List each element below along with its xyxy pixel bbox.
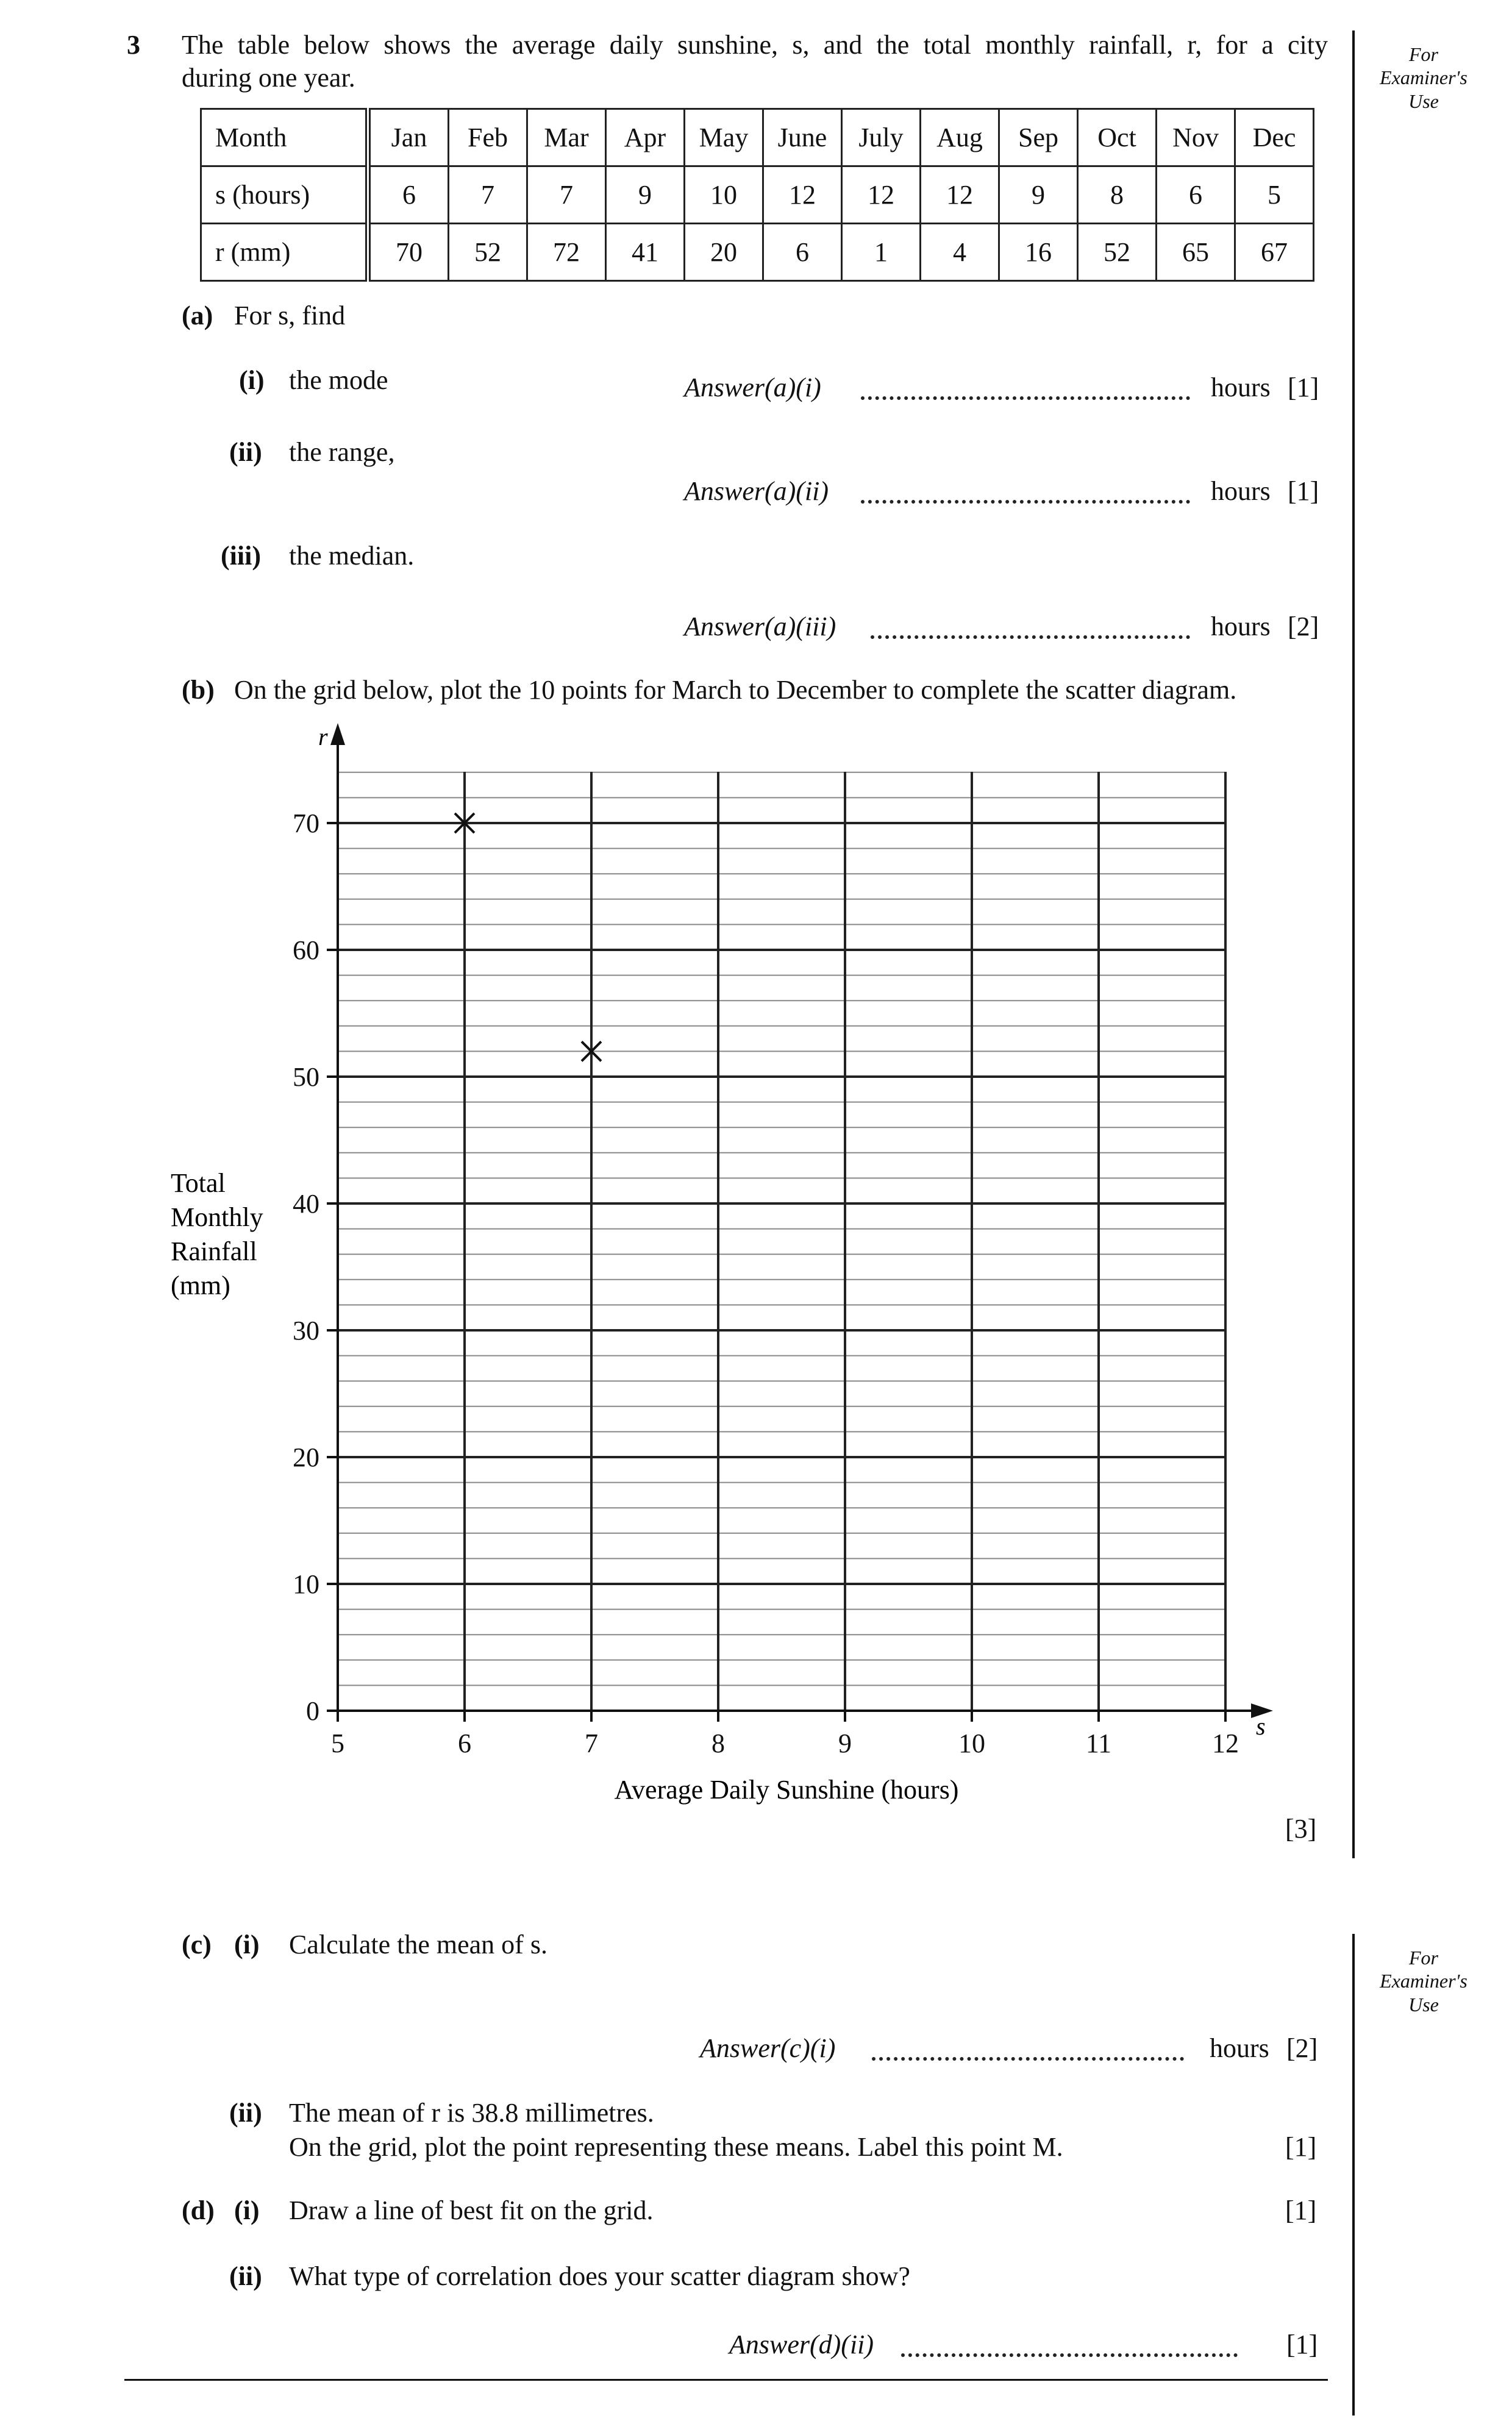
- table-cell: 41: [606, 224, 685, 281]
- table-cell: Aug: [921, 109, 999, 166]
- table-cell: July: [842, 109, 921, 166]
- table-cell: Nov: [1157, 109, 1235, 166]
- table-cell: 6: [1157, 166, 1235, 224]
- table-cell: Feb: [449, 109, 527, 166]
- part-a-iii-label: (iii): [221, 541, 261, 571]
- table-cell: Jan: [368, 109, 449, 166]
- part-c-label: (c): [182, 1930, 212, 1959]
- table-cell: 52: [449, 224, 527, 281]
- part-a-text: For s, find: [234, 301, 346, 330]
- table-cell: 52: [1078, 224, 1157, 281]
- table-cell: 16: [999, 224, 1078, 281]
- grid-lines: [338, 772, 1225, 1711]
- table-cell: 65: [1157, 224, 1235, 281]
- table-cell: 9: [999, 166, 1078, 224]
- y-tick-label: 60: [293, 935, 319, 965]
- page-bottom-rule: [124, 2379, 1328, 2381]
- part-a-iii-marks: [2]: [1288, 611, 1319, 641]
- table-cell: Sep: [999, 109, 1078, 166]
- y-axis-arrow: [330, 723, 345, 745]
- part-c-i-marks: [2]: [1286, 2033, 1318, 2063]
- table-cell: May: [685, 109, 763, 166]
- part-b-text: On the grid below, plot the 10 points for March to December to complete the scatter diagram.: [234, 675, 1237, 705]
- part-b-marks: [3]: [1285, 1814, 1317, 1844]
- margin-line: For: [1409, 43, 1438, 65]
- part-a-iii-text: the median.: [289, 541, 415, 571]
- part-a-iii-answer-label: Answer(a)(iii): [684, 611, 836, 641]
- part-d-ii-marks: [1]: [1286, 2330, 1318, 2359]
- table-cell: 70: [368, 224, 449, 281]
- y-axis-symbol: r: [318, 723, 328, 751]
- table-cell: Oct: [1078, 109, 1157, 166]
- part-a-i-marks: [1]: [1288, 373, 1319, 402]
- part-c-ii-line1: The mean of r is 38.8 millimetres.: [289, 2098, 654, 2128]
- part-d-label: (d): [182, 2195, 215, 2225]
- table-cell: 9: [606, 166, 685, 224]
- part-a-ii-answer-label: Answer(a)(ii): [684, 476, 829, 506]
- table-cell: 7: [449, 166, 527, 224]
- table-cell: 72: [527, 224, 606, 281]
- table-cell: Dec: [1235, 109, 1314, 166]
- table-cell: 6: [368, 166, 449, 224]
- table-cell: 67: [1235, 224, 1314, 281]
- margin-line: Use: [1408, 90, 1439, 112]
- x-tick-label: 9: [838, 1728, 852, 1758]
- part-c-i-unit: hours: [1210, 2033, 1269, 2063]
- part-a-ii-marks: [1]: [1288, 476, 1319, 506]
- part-a-label: (a): [182, 301, 213, 330]
- part-a-iii-unit: hours: [1211, 611, 1271, 641]
- part-a-i-unit: hours: [1211, 373, 1271, 402]
- y-tick-label: 10: [293, 1569, 319, 1599]
- part-b-label: (b): [182, 675, 215, 705]
- table-cell: 10: [685, 166, 763, 224]
- margin-line: Use: [1408, 1993, 1439, 2016]
- table-cell: 4: [921, 224, 999, 281]
- part-d-ii-label: (ii): [229, 2261, 262, 2291]
- y-tick-label: 50: [293, 1062, 319, 1092]
- table-cell: 8: [1078, 166, 1157, 224]
- table-cell: 6: [763, 224, 842, 281]
- part-d-i-marks: [1]: [1285, 2195, 1317, 2225]
- part-d-ii-text: What type of correlation does your scatter diagram show?: [289, 2261, 910, 2291]
- part-d-ii-answer-label: Answer(d)(ii): [729, 2330, 874, 2359]
- table-cell: Apr: [606, 109, 685, 166]
- part-c-ii-line2: On the grid, plot the point representing these means. Label this point M.: [289, 2132, 1063, 2162]
- data-points: [455, 813, 601, 1061]
- x-tick-label: 6: [458, 1728, 471, 1758]
- part-c-i-text: Calculate the mean of s.: [289, 1930, 547, 1959]
- y-axis-label-line: (mm): [171, 1271, 230, 1300]
- part-a-ii-text: the range,: [289, 437, 395, 467]
- part-c-ii-marks: [1]: [1285, 2132, 1317, 2162]
- part-c-i-answer-line[interactable]: [872, 2057, 1184, 2061]
- table-cell: Mar: [527, 109, 606, 166]
- y-tick-label: 20: [293, 1442, 319, 1472]
- question-intro-line2: during one year.: [182, 63, 355, 93]
- table-cell: 12: [842, 166, 921, 224]
- part-d-i-label: (i): [234, 2195, 260, 2225]
- table-cell: 12: [921, 166, 999, 224]
- part-d-ii-answer-line[interactable]: [901, 2353, 1238, 2357]
- x-tick-label: 10: [958, 1728, 985, 1758]
- table-cell: Month: [201, 109, 368, 166]
- y-tick-label: 0: [306, 1696, 319, 1726]
- table-cell: 5: [1235, 166, 1314, 224]
- x-tick-label: 8: [711, 1728, 725, 1758]
- part-d-i-text: Draw a line of best fit on the grid.: [289, 2195, 654, 2225]
- part-a-i-text: the mode: [289, 365, 388, 395]
- margin-line: For: [1409, 1947, 1438, 1969]
- y-tick-label: 30: [293, 1316, 319, 1346]
- y-axis-label-line: Rainfall: [171, 1236, 257, 1266]
- x-tick-label: 11: [1085, 1728, 1112, 1758]
- part-a-i-label: (i): [239, 365, 265, 395]
- x-tick-label: 5: [331, 1728, 344, 1758]
- part-c-i-answer-label: Answer(c)(i): [700, 2033, 836, 2063]
- table-cell: June: [763, 109, 842, 166]
- table-cell: s (hours): [201, 166, 368, 224]
- y-axis-label-line: Monthly: [171, 1202, 263, 1232]
- x-axis-label: Average Daily Sunshine (hours): [614, 1775, 959, 1805]
- question-intro-line1: The table below shows the average daily sunshine, s, and the total monthly rainfall, r, for a city: [182, 30, 1328, 60]
- table-cell: 20: [685, 224, 763, 281]
- y-tick-label: 70: [293, 808, 319, 838]
- part-a-i-answer-label: Answer(a)(i): [684, 373, 821, 402]
- x-tick-label: 12: [1212, 1728, 1239, 1758]
- x-axis-symbol: s: [1256, 1713, 1266, 1740]
- part-a-ii-unit: hours: [1211, 476, 1271, 506]
- examiner-use-note-2: [1372, 1946, 1475, 2016]
- examiner-margin-rule-2: [1352, 1934, 1355, 2416]
- table-cell: 7: [527, 166, 606, 224]
- y-tick-label: 40: [293, 1189, 319, 1219]
- question-number: 3: [127, 30, 140, 60]
- margin-line: Examiner's: [1380, 66, 1467, 89]
- y-axis-label-line: Total: [171, 1168, 226, 1198]
- table-cell: 1: [842, 224, 921, 281]
- x-tick-label: 7: [585, 1728, 598, 1758]
- part-c-ii-label: (ii): [229, 2098, 262, 2128]
- part-c-i-label: (i): [234, 1930, 260, 1959]
- part-a-ii-label: (ii): [229, 437, 262, 467]
- table-cell: r (mm): [201, 224, 368, 281]
- axes: [327, 723, 1273, 1722]
- table-cell: 12: [763, 166, 842, 224]
- margin-line: Examiner's: [1380, 1970, 1467, 1992]
